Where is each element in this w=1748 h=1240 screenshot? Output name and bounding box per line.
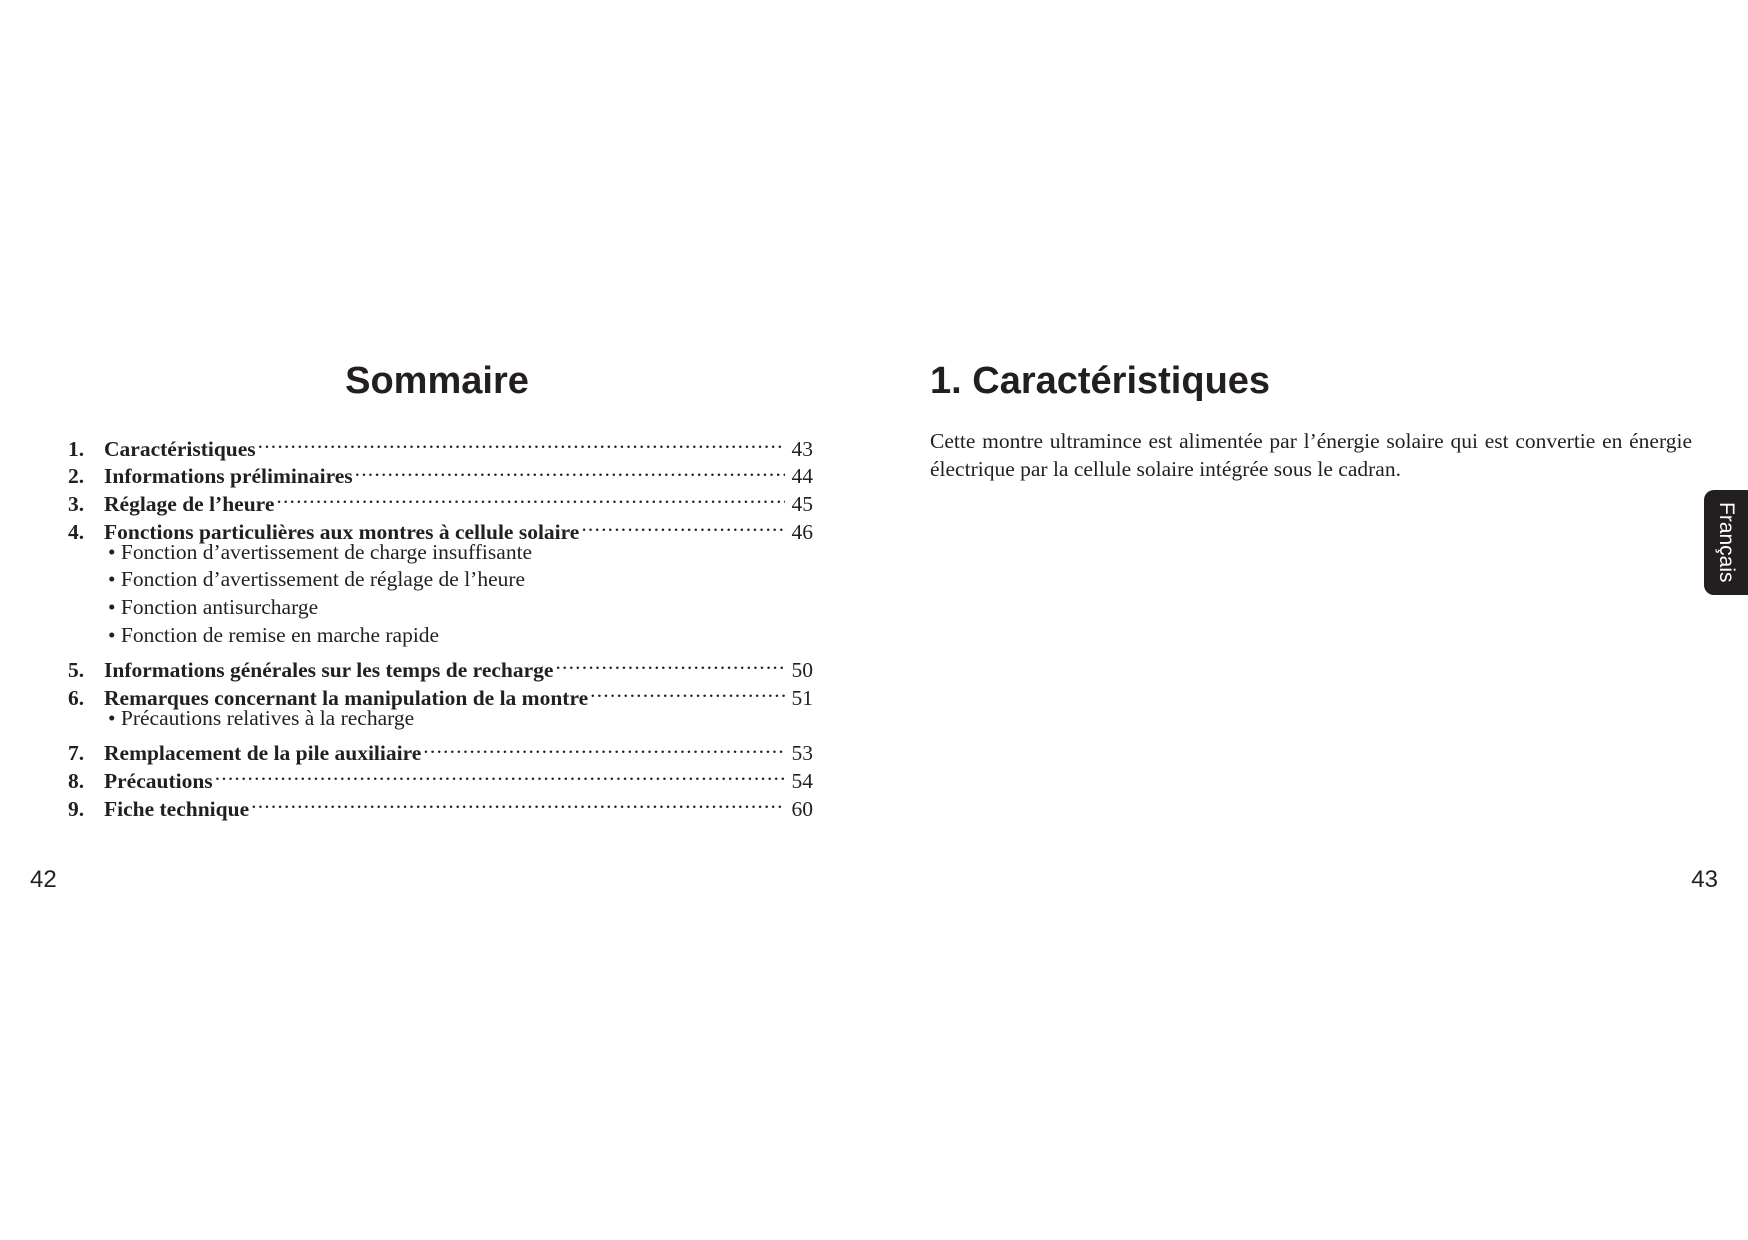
toc-entry-number: 4.	[68, 519, 85, 544]
toc-entry-number: 8.	[68, 768, 85, 793]
toc-entry-number: 7.	[68, 741, 85, 766]
toc-entry-title: Fiche technique	[104, 796, 250, 821]
toc-subentry: • Précautions relatives à la recharge	[108, 705, 415, 730]
toc-entry[interactable]	[68, 733, 813, 766]
toc-leader-dots	[423, 733, 785, 761]
toc-entry-page: 43	[791, 436, 813, 461]
toc-entry-page: 45	[791, 492, 813, 517]
toc-entry-title: Remplacement de la pile auxiliaire	[104, 741, 422, 766]
toc-entry-page: 54	[791, 768, 813, 793]
toc-entry-page: 60	[791, 796, 813, 821]
toc-leader-dots	[251, 788, 785, 816]
toc-leader-dots	[590, 677, 785, 705]
toc-entry-title: Caractéristiques	[104, 436, 256, 461]
toc-entry[interactable]	[68, 650, 813, 683]
toc-entry[interactable]	[68, 428, 813, 461]
toc-subentry: • Fonction d’avertissement de réglage de l’heure	[108, 567, 526, 592]
toc-entry-number: 9.	[68, 796, 85, 821]
page-number-left: 42	[30, 866, 57, 893]
toc-leader-dots	[215, 760, 785, 788]
toc-subentry: • Fonction antisurcharge	[108, 595, 319, 620]
language-tab-label: Français	[1715, 502, 1738, 583]
toc-entry-page: 50	[791, 658, 813, 683]
toc-entry-number: 6.	[68, 685, 85, 710]
toc-leader-dots	[258, 428, 785, 456]
toc-entry-page: 46	[791, 519, 813, 544]
section-body: Cette montre ultramince est alimentée par l’énergie solaire qui est convertie en énergie électrique par la cellule solaire intégrée sous le cadran.	[930, 429, 1692, 481]
toc-entry-title: Informations préliminaires	[104, 464, 353, 489]
toc-leader-dots	[276, 483, 785, 511]
toc-entry-page: 53	[791, 741, 813, 766]
page-number-right: 43	[1691, 866, 1718, 893]
toc-leader-dots	[581, 511, 785, 539]
toc-entry-title: Fonctions particulières aux montres à cellule solaire	[104, 519, 580, 544]
toc-leader-dots	[555, 650, 785, 678]
toc-entry-title: Réglage de l’heure	[104, 492, 275, 517]
toc-entry-number: 5.	[68, 658, 85, 683]
right-page	[874, 0, 1748, 1240]
toc-entry-number: 1.	[68, 436, 85, 461]
toc-entry-title: Informations générales sur les temps de recharge	[104, 658, 554, 683]
toc-subentry: • Fonction d’avertissement de charge insuffisante	[108, 539, 533, 564]
table-of-contents	[68, 428, 813, 821]
toc-entry-page: 44	[791, 464, 813, 489]
toc-entry-number: 3.	[68, 492, 85, 517]
toc-leader-dots	[355, 456, 785, 484]
toc-heading	[0, 362, 874, 400]
language-tab[interactable]	[1704, 490, 1748, 595]
toc-entry-title: Précautions	[104, 768, 213, 793]
section-heading: 1. Caractéristiques	[930, 360, 1271, 402]
toc-entry-number: 2.	[68, 464, 85, 489]
toc-subentry: • Fonction de remise en marche rapide	[108, 622, 440, 647]
toc-heading-text: Sommaire	[345, 360, 529, 402]
toc-entry-title: Remarques concernant la manipulation de la montre	[104, 685, 589, 710]
toc-entry-page: 51	[791, 685, 813, 710]
